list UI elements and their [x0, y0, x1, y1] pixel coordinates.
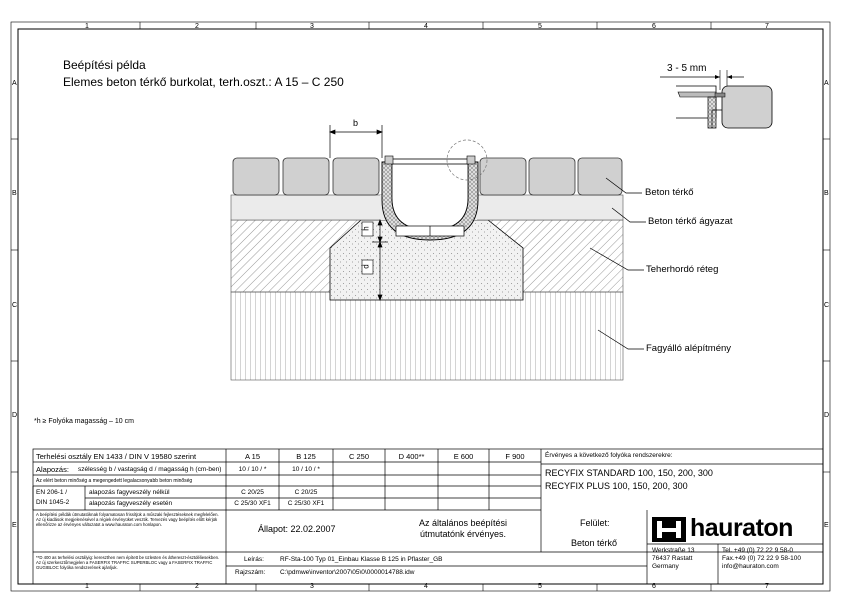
grid-row-e-right: E [824, 522, 829, 529]
general-note-1: Az általános beépítési [418, 518, 508, 528]
grid-col-4-bottom: 4 [424, 583, 428, 590]
grid-col-3-bottom: 3 [310, 583, 314, 590]
grid-col-5-bottom: 5 [538, 583, 542, 590]
layer-label-paver: Beton térkő [645, 187, 694, 198]
system-plus: RECYFIX PLUS 100, 150, 200, 300 [545, 481, 688, 491]
layer-label-frost: Fagyálló alépítmény [646, 343, 732, 354]
valid-label: Érvényes a következő folyóka rendszerekre: [545, 452, 673, 459]
grid-row-b-right: B [824, 190, 829, 197]
grid-col-3: 3 [310, 23, 314, 30]
address-line-2: 76437 Rastatt [652, 555, 693, 562]
class-d400: D 400** [398, 452, 425, 461]
grid-row-e: E [12, 522, 17, 529]
channel-grate [392, 159, 468, 164]
frost-b125: C 25/30 XF1 [287, 500, 325, 507]
grid-col-6-bottom: 6 [652, 583, 656, 590]
class-b125: B 125 [296, 452, 316, 461]
grid-col-7: 7 [765, 23, 769, 30]
base-value-b125: 10 / 10 / * [292, 466, 320, 473]
class-f900: F 900 [505, 452, 525, 461]
grid-col-5: 5 [538, 23, 542, 30]
logo-text: hauraton [690, 514, 793, 542]
norm-label-2: DIN 1045-2 [36, 499, 70, 506]
grid-col-2: 2 [195, 23, 199, 30]
class-c250: C 250 [348, 452, 369, 461]
norm-label-1: EN 206-1 / [36, 489, 68, 496]
table-head-label: Terhelési osztály EN 1433 / DIN V 19580 szerint [36, 452, 197, 461]
note-revision: A beépítési példák útmutatóknak folyamatosan frissítjük a műszaki fejlesztéseknek megfelelően. Az új kiadások megjelenésével a régiek érvényüket vesztik. Tervezés vagy beépítés előtt kérjük ellenőrizze az érvényes változatot a www.hauraton.com honlapon. [36, 512, 219, 528]
drawing-value: C:\pdmwe\inventor\2007\05\0\0000014788.idw [280, 569, 415, 576]
concrete-note: Az elért beton minőség a megengedett legalacsonyabb beton minőség [36, 478, 193, 484]
system-standard: RECYFIX STANDARD 100, 150, 200, 300 [545, 468, 713, 478]
dim-b [330, 125, 382, 158]
logo-icon [652, 517, 686, 542]
grid-col-1-bottom: 1 [85, 583, 89, 590]
grid-row-b: B [12, 190, 17, 197]
desc-label: Leírás: [244, 556, 264, 563]
row-no-frost: alapozás fagyveszély nélkül [89, 489, 170, 496]
grid-row-a-right: A [824, 80, 829, 87]
page-title-line1: Beépítési példa [63, 58, 146, 72]
layer-label-bedding: Beton térkő ágyazat [648, 216, 733, 227]
class-a15: A 15 [244, 452, 260, 461]
status-date: Állapot: 22.02.2007 [258, 524, 336, 534]
drawing-label: Rajzszám: [235, 569, 266, 576]
address-line-1: Werkstraße 13 [652, 547, 695, 554]
frost-subbase [231, 292, 623, 380]
detail-gap-label: 3 - 5 mm [667, 63, 707, 74]
general-note-2: útmutatónk érvényes. [419, 529, 507, 539]
dim-b-label: b [353, 118, 359, 128]
nofrost-b125: C 20/25 [294, 489, 318, 496]
contact-fax: Fax.+49 (0) 72 22 9 58-100 [722, 555, 801, 562]
desc-value: RF-Sta-100 Typ 01_Einbau Klasse B 125 in Pflaster_GB [280, 556, 443, 563]
class-e600: E 600 [453, 452, 474, 461]
grid-col-6: 6 [652, 23, 656, 30]
layer-label-base: Teherhordó réteg [646, 264, 719, 275]
nofrost-a15: C 20/25 [241, 489, 264, 496]
page-title-line2: Elemes beton térkő burkolat, terh.oszt.: A 15 – C 250 [63, 75, 344, 89]
grid-col-1: 1 [85, 23, 89, 30]
surface-label: Felület: [580, 518, 610, 528]
grid-row-d-right: D [824, 412, 830, 419]
row-frost: alapozás fagyveszély esetén [89, 500, 173, 507]
grid-col-4: 4 [424, 23, 428, 30]
base-value-a15: 10 / 10 / * [238, 466, 267, 473]
contact-tel: Tel. +49 (0) 72 22 9 58-0 [722, 547, 794, 554]
grid-row-a: A [12, 80, 17, 87]
grid-col-7-bottom: 7 [765, 583, 769, 590]
note-load-class: **D 400 as terhelési osztályig: kereszthen nem épített be üzlesten és áthereszt-észtdéliesekben. Az új szerkesztőmegjelen a FASERFIX TRAFFIC SUPERBLOC vagy a FASERFIX TRAFFIC GUGIBLOC folyóka rendszerének ajánljuk. [36, 555, 220, 571]
footnote: *h ≥ Folyóka magasság – 10 cm [34, 418, 134, 425]
base-label: Alapozás: [36, 465, 69, 474]
frost-a15: C 25/30 XF1 [234, 500, 271, 507]
contact-email: info@hauraton.com [722, 563, 779, 570]
base-desc: szélesség b / vastagság d / magasság h (cm-ben) [78, 466, 222, 473]
grid-col-2-bottom: 2 [195, 583, 199, 590]
grid-row-d: D [12, 412, 18, 419]
dim-h-label: h [361, 226, 371, 231]
grid-row-c: C [12, 302, 18, 309]
dim-d-label: d [361, 264, 371, 269]
detail-view [660, 70, 772, 128]
address-line-3: Germany [652, 563, 679, 570]
surface-value: Beton térkő [571, 538, 618, 548]
grid-row-c-right: C [824, 302, 830, 309]
